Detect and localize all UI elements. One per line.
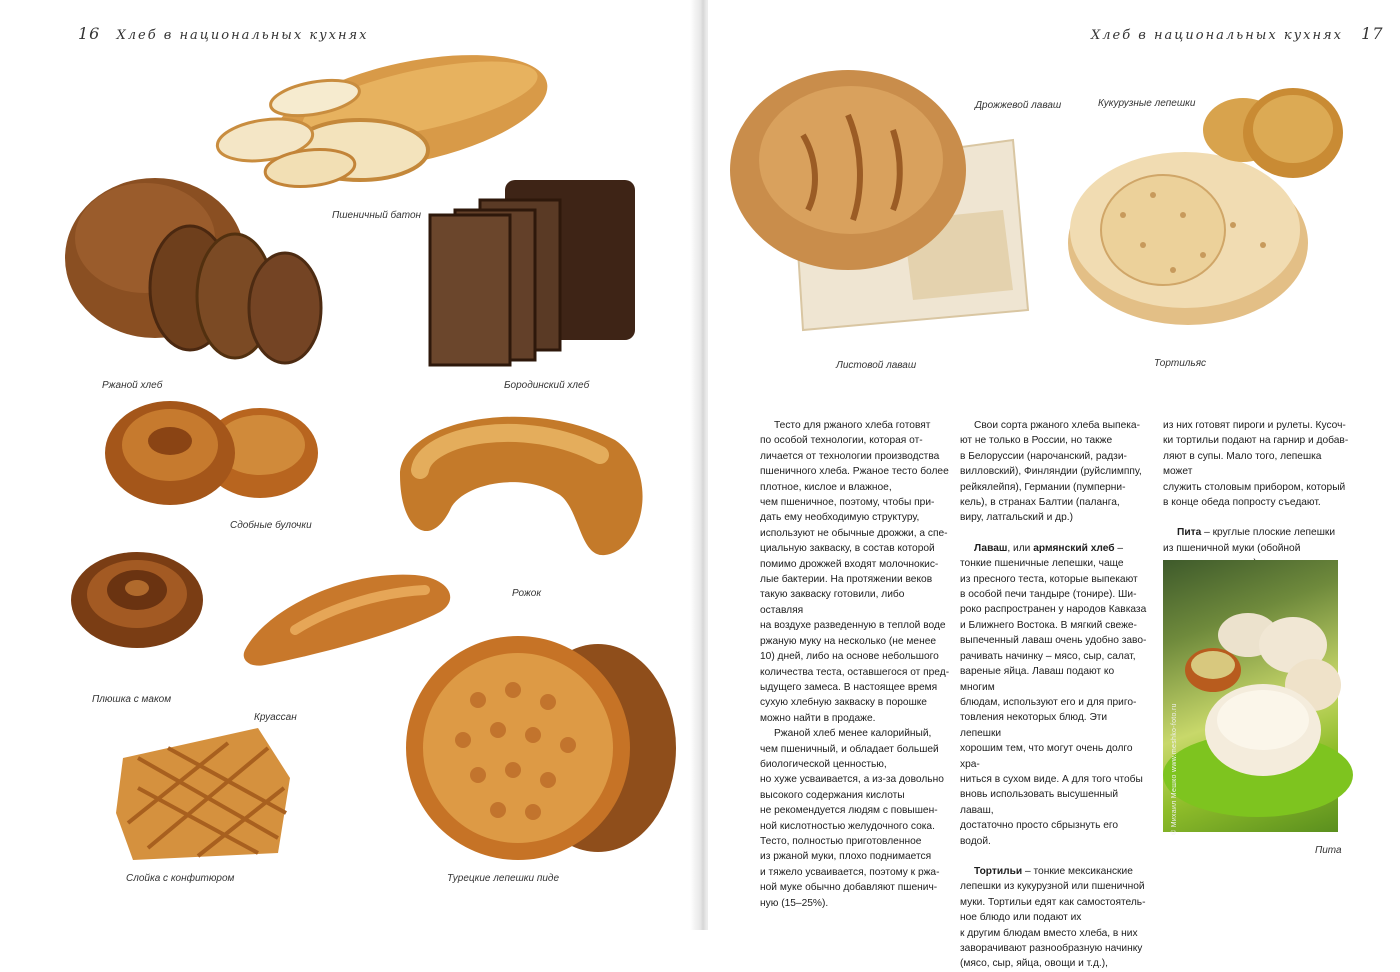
text-line: служить столовым прибором, который xyxy=(1163,481,1346,493)
caption-puff-jam: Слойка с конфитюром xyxy=(126,873,235,884)
text-line: Тесто для ржаного хлеба готовят xyxy=(774,420,931,431)
pita-first-line: – круглые плоские лепешки xyxy=(1201,527,1336,539)
sweet-buns-photo xyxy=(100,395,325,510)
text-line: циальную закваску, в состав которой xyxy=(760,543,935,555)
caption-rye-bread: Ржаной хлеб xyxy=(102,380,163,391)
caption-wheat-baton: Пшеничный батон xyxy=(332,210,422,221)
lavash-dash: – xyxy=(1114,542,1124,554)
text-line: роко распространен у народов Кавказа xyxy=(960,604,1147,616)
text-column-1 xyxy=(760,418,950,911)
text-line: из ржаной муки, плохо поднимается xyxy=(760,851,932,863)
text-line: на воздухе разведенную в теплой воде xyxy=(760,620,946,632)
text-line: рачивать начинку – мясо, сыр, салат, xyxy=(960,650,1136,662)
caption-yeast-lavash: Дрожжевой лаваш xyxy=(975,100,1062,111)
page-number: 16 xyxy=(78,24,101,43)
poppy-bun-photo xyxy=(65,548,210,653)
caption-sweet-buns: Сдобные булочки xyxy=(230,520,312,531)
text-line: помимо дрожжей входят молочнокис- xyxy=(760,558,939,570)
text-line: ниться в сухом виде. А для того чтобы xyxy=(960,773,1143,785)
text-line: вновь использовать высушенный лаваш, xyxy=(960,789,1119,816)
text-line: биологической ценностью, xyxy=(760,758,887,770)
text-line: ржаную муку на несколько (не менее xyxy=(760,635,937,647)
text-line: ную (15–25%). xyxy=(760,897,829,909)
text-line: хорошим тем, что могут очень долго хра- xyxy=(960,743,1133,770)
text-line: муки. Тортильи едят как самостоятель- xyxy=(960,896,1146,908)
text-line: ки тортильи подают на гарнир и добав- xyxy=(1163,435,1349,447)
tortilla-term: Тортильи xyxy=(974,865,1023,877)
text-line: такую закваску готовили, либо оставляя xyxy=(760,589,905,616)
text-line: пшеничного хлеба. Ржаное тесто более xyxy=(760,466,949,478)
tortilla-first-line: – тонкие мексиканские xyxy=(1022,865,1133,877)
caption-turkish-pide: Турецкие лепешки пиде xyxy=(447,873,560,884)
text-line: в конце обеда попросту съедают. xyxy=(1163,497,1321,509)
wheat-baton-photo xyxy=(210,30,550,190)
text-line: ной кислотностью желудочного сока. xyxy=(760,820,935,832)
text-line: кель), в странах Балтии (паланга, xyxy=(960,497,1120,509)
turkish-pide-photo xyxy=(403,630,678,865)
text-line: плотное, кислое и влажное, xyxy=(760,481,892,493)
text-line: блюдам, используют его и для приго- xyxy=(960,696,1137,708)
text-line: личается от технологии производства xyxy=(760,450,940,462)
text-line: чем пшеничный, и обладает большей xyxy=(760,743,939,755)
caption-corn-flatbread: Кукурузные лепешки xyxy=(1098,98,1196,109)
text-line: достаточно просто сбрызнуть его водой. xyxy=(960,820,1119,847)
right-page xyxy=(708,0,1400,970)
text-line: вареные яйца. Лаваш подают ко многим xyxy=(960,666,1115,693)
text-line: можно найти в продаже. xyxy=(760,712,876,724)
lavash-term-2: армянский хлеб xyxy=(1033,542,1115,554)
text-line: Свои сорта ржаного хлеба выпека- xyxy=(974,420,1140,431)
text-line: (мясо, сыр, яйца, овощи и т.д.), xyxy=(960,958,1108,970)
text-line: из пресного теста, которые выпекают xyxy=(960,573,1138,585)
text-line: но хуже усваивается, а из-за довольно xyxy=(760,774,944,786)
lavash-paragraph xyxy=(960,541,1150,849)
text-line: вилловский), Финляндии (руйслимппу, xyxy=(960,466,1142,478)
left-page xyxy=(0,0,700,930)
text-line: ыдущего замеса. В настоящее время xyxy=(760,681,938,693)
text-line: товления некоторых блюд. Эти лепешки xyxy=(960,712,1108,739)
text-line: ют не только в России, но также xyxy=(960,435,1113,447)
text-line: по особой технологии, которая от- xyxy=(760,435,923,447)
caption-poppy-bun: Плюшка с маком xyxy=(92,694,172,705)
pita-photo xyxy=(1163,560,1338,832)
tortilla-continued-paragraph xyxy=(1163,418,1353,510)
running-title: Хлеб в национальных кухнях xyxy=(1091,28,1343,43)
rye-calorie-paragraph xyxy=(760,726,950,911)
text-line: и Ближнего Востока. В мягкий свеже- xyxy=(960,619,1137,631)
text-line: 10) дней, либо на основе небольшого xyxy=(760,651,939,663)
text-line: лепешки из кукурузной или пшеничной xyxy=(960,881,1145,893)
text-line: Ржаной хлеб менее калорийный, xyxy=(774,728,932,740)
lavash-or: , или xyxy=(1007,542,1034,554)
text-line: Тесто, полностью приготовленное xyxy=(760,835,922,847)
borodinsky-photo xyxy=(425,175,645,375)
photo-watermark: © Михаил Мешко www.meshko-foto.ru xyxy=(1171,703,1178,835)
right-running-header xyxy=(1091,24,1384,43)
text-line: из пшеничной муки (обойной xyxy=(1163,542,1301,554)
page-number: 17 xyxy=(1361,24,1384,43)
caption-croissant: Круассан xyxy=(254,712,297,723)
text-line: дать ему необходимую структуру, xyxy=(760,512,920,524)
text-line: высокого содержания кислоты xyxy=(760,789,905,801)
rye-varieties-paragraph xyxy=(960,418,1150,526)
caption-pita: Пита xyxy=(1315,845,1342,856)
text-line: используют не обычные дрожжи, а спе- xyxy=(760,527,948,539)
text-column-2 xyxy=(960,418,1150,972)
text-line: чем пшеничное, поэтому, чтобы при- xyxy=(760,497,935,509)
text-line: в Белоруссии (нарочанский, радзи- xyxy=(960,450,1127,462)
text-line: выпеченный лаваш очень удобно заво- xyxy=(960,635,1147,647)
text-line: заворачивают разнообразную начинку xyxy=(960,943,1143,954)
text-line: виру, латгальский и др.) xyxy=(960,512,1073,524)
text-line: лые бактерии. На протяжении веков xyxy=(760,574,933,586)
rye-dough-paragraph xyxy=(760,418,950,726)
rye-bread-photo xyxy=(45,168,335,368)
pita-term: Пита xyxy=(1177,527,1202,539)
text-line: ной муке обычно добавляют пшенич- xyxy=(760,882,938,894)
puff-jam-photo xyxy=(108,718,298,863)
text-line: ляют в супы. Мало того, лепешка может xyxy=(1163,450,1322,478)
lavash-term: Лаваш xyxy=(974,542,1008,554)
tortilla-paragraph xyxy=(960,864,1150,972)
text-line: из них готовят пироги и рулеты. Кусоч- xyxy=(1163,420,1346,431)
text-line: тонкие пшеничные лепешки, чаще xyxy=(960,558,1124,570)
caption-borodinsky: Бородинский хлеб xyxy=(504,380,590,391)
text-line: и тяжело усваивается, поэтому к ржа- xyxy=(760,866,940,878)
text-line: не рекомендуется людям с повышен- xyxy=(760,805,938,817)
text-line: рейкялейпя), Германии (пумперни- xyxy=(960,481,1126,493)
tortillas-photo xyxy=(1063,85,1353,345)
text-line: ное блюдо или подают их xyxy=(960,912,1082,924)
text-line: сухую хлебную закваску в порошке xyxy=(760,697,927,709)
text-line: в особой печи тандыре (тонире). Ши- xyxy=(960,589,1137,601)
text-column-3 xyxy=(1163,418,1353,572)
caption-horn: Рожок xyxy=(512,588,542,599)
caption-tortillas: Тортильяс xyxy=(1154,358,1207,369)
running-title: Хлеб в национальных кухнях xyxy=(116,28,369,43)
text-line: к другим блюдам вместо хлеба, в них xyxy=(960,927,1138,939)
text-line: количества теста, оставшегося от пред- xyxy=(760,666,950,678)
caption-sheet-lavash: Листовой лаваш xyxy=(836,360,917,371)
horn-photo xyxy=(380,400,660,565)
